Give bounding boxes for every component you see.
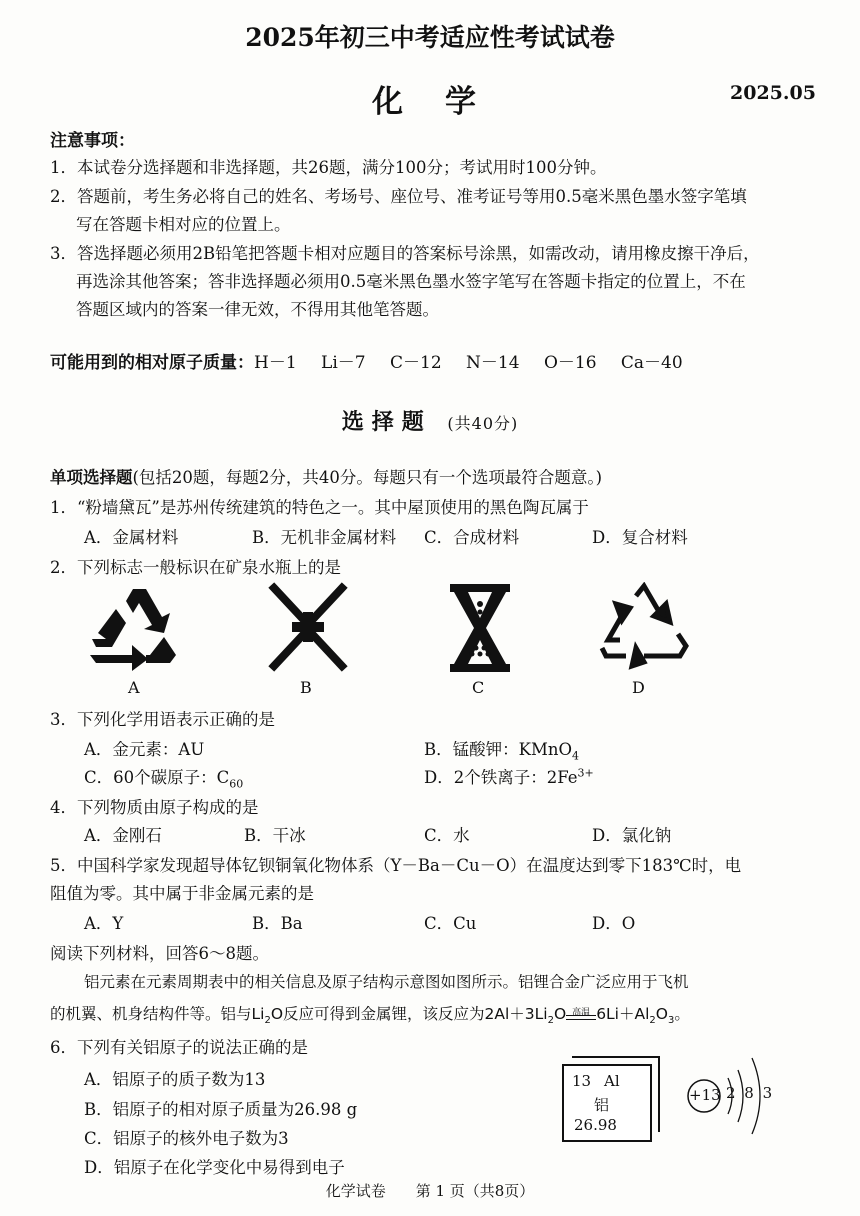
section-intro: [50, 464, 602, 488]
q4-option-b: B．干冰: [244, 826, 306, 845]
element-card-aluminum: [562, 1064, 652, 1142]
q5-option-b: B．Ba: [252, 914, 303, 933]
q5-stem-cont: 阻值为零。其中属于非金属元素的是: [50, 884, 314, 903]
subject-title: 化学: [372, 84, 518, 120]
q4-stem: 4．下列物质由原子构成的是: [50, 798, 259, 817]
notice-item: 1．本试卷分选择题和非选择题，共26题，满分100分；考试用时100分钟。: [50, 158, 607, 177]
section-intro-text: (包括20题，每题2分，共40分。每题只有一个选项最符合题意。): [132, 468, 603, 487]
reading-text: 的机翼、机身结构件等。铝与Li: [50, 1005, 265, 1023]
reading-paragraph-1: 铝元素在元素周期表中的相关信息及原子结构示意图如图所示。铝锂合金广泛应用于飞机: [84, 973, 689, 991]
exam-date: 2025.05: [730, 82, 816, 104]
q1-option-a: A．金属材料: [84, 528, 179, 547]
reading-text: 6Li＋Al: [596, 1005, 650, 1023]
page-footer: 化学试卷 第 1 页（共8页）: [325, 1182, 535, 1200]
notice-item: 再选涂其他答案；答非选择题必须用0.5毫米黑色墨水签字笔写在答题卡指定的位置上，不在: [76, 272, 746, 291]
q3-option-c-text: C．60个碳原子：C: [84, 768, 230, 787]
atomic-mass-label: 可能用到的相对原子质量：: [50, 353, 254, 373]
q2-label-a: A: [128, 678, 140, 697]
q3-option-d: [424, 764, 594, 788]
reading-sub: 2: [264, 1015, 271, 1027]
q6-option-a: A．铝原子的质子数为13: [84, 1070, 266, 1089]
reading-text: O: [553, 1005, 567, 1023]
q3-option-b-text: B．锰酸钾：KMnO: [424, 740, 573, 759]
exam-title: 2025年初三中考适应性考试试卷: [245, 23, 615, 52]
reading-paragraph-2: [50, 1002, 690, 1026]
element-name: 铝: [594, 1096, 610, 1114]
reading-text: 。: [674, 1005, 690, 1023]
notice-item: 3．答选择题必须用2B铅笔把答题卡相对应题目的答案标号涂黑，如需改动，请用橡皮擦干净后，: [50, 244, 760, 263]
water-saving-symbol-icon: [268, 582, 348, 672]
q4-option-c: C．水: [424, 826, 470, 845]
reaction-condition: 高温: [572, 1008, 591, 1019]
electron-shells: 2 8 3: [726, 1084, 775, 1102]
reading-sub: 2: [649, 1015, 656, 1027]
element-symbol: Al: [604, 1072, 620, 1090]
q6-option-b: B．铝原子的相对原子质量为26.98 g: [84, 1100, 358, 1119]
q1-option-c: C．合成材料: [424, 528, 520, 547]
reading-text: O反应可得到金属锂，该反应为2Al＋3Li: [270, 1005, 548, 1023]
q3-option-c: [84, 764, 243, 790]
nucleus-charge: +13: [689, 1086, 721, 1104]
q5-option-a: A．Y: [84, 914, 124, 933]
reaction-arrow: [566, 1008, 596, 1026]
atomic-mass-values: H－1 Li－7 C－12 N－14 O－16 Ca－40: [254, 353, 683, 373]
q2-label-d: D: [632, 678, 645, 697]
q6-option-d: D．铝原子在化学变化中易得到电子: [84, 1158, 345, 1177]
q3-option-c-sub: 60: [229, 777, 244, 791]
reading-sub: 2: [547, 1015, 554, 1027]
notice-item: 2．答题前，考生务必将自己的姓名、考场号、座位号、准考证号等用0.5毫米黑色墨水签字笔填: [50, 187, 747, 206]
notice-item: 写在答题卡相对应的位置上。: [76, 215, 291, 234]
q6-stem: 6．下列有关铝原子的说法正确的是: [50, 1038, 308, 1057]
notice-item: 答题区域内的答案一律无效，不得用其他笔答题。: [76, 300, 439, 319]
hourglass-symbol-icon: [448, 584, 512, 672]
q5-stem: 5．中国科学家发现超导体钇钡铜氧化物体系（Y－Ba－Cu－O）在温度达到零下183℃时，电: [50, 856, 742, 875]
q3-option-b-sub: 4: [572, 749, 580, 763]
q3-option-d-sup: 3+: [577, 766, 594, 780]
q4-option-a: A．金刚石: [84, 826, 162, 845]
section-title: [0, 405, 860, 436]
q4-option-d: D．氯化钠: [592, 826, 672, 845]
reading-sub: 3: [667, 1015, 675, 1027]
q5-option-d: D．O: [592, 914, 636, 933]
element-atomic-number: 13: [572, 1072, 592, 1090]
q1-stem: 1．“粉墙黛瓦”是苏州传统建筑的特色之一。其中屋顶使用的黑色陶瓦属于: [50, 498, 589, 517]
recycle-symbol-icon: [86, 585, 180, 671]
q6-option-c: C．铝原子的核外电子数为3: [84, 1129, 289, 1148]
q1-option-d: D．复合材料: [592, 528, 688, 547]
q3-option-a: A．金元素：AU: [84, 740, 205, 759]
section-score: (共40分): [447, 414, 519, 433]
atom-structure-diagram: [684, 1052, 794, 1138]
q5-option-c: C．Cu: [424, 914, 477, 933]
reading-intro: 阅读下列材料，回答6～8题。: [50, 944, 269, 963]
q3-option-d-text: D．2个铁离子：2Fe: [424, 768, 578, 787]
q2-stem: 2．下列标志一般标识在矿泉水瓶上的是: [50, 558, 341, 577]
recycle-outline-icon: [596, 582, 690, 672]
section-intro-label: 单项选择题: [50, 468, 133, 487]
section-title-text: 选择题: [341, 409, 432, 435]
atomic-mass-line: [50, 348, 683, 373]
q1-option-b: B．无机非金属材料: [252, 528, 397, 547]
reading-text: O: [655, 1005, 668, 1023]
q3-option-b: [424, 736, 579, 762]
notice-heading: 注意事项：: [50, 131, 135, 151]
q2-label-c: C: [472, 678, 485, 697]
q3-stem: 3．下列化学用语表示正确的是: [50, 710, 275, 729]
q2-label-b: B: [300, 678, 312, 697]
element-atomic-mass: 26.98: [574, 1116, 617, 1134]
